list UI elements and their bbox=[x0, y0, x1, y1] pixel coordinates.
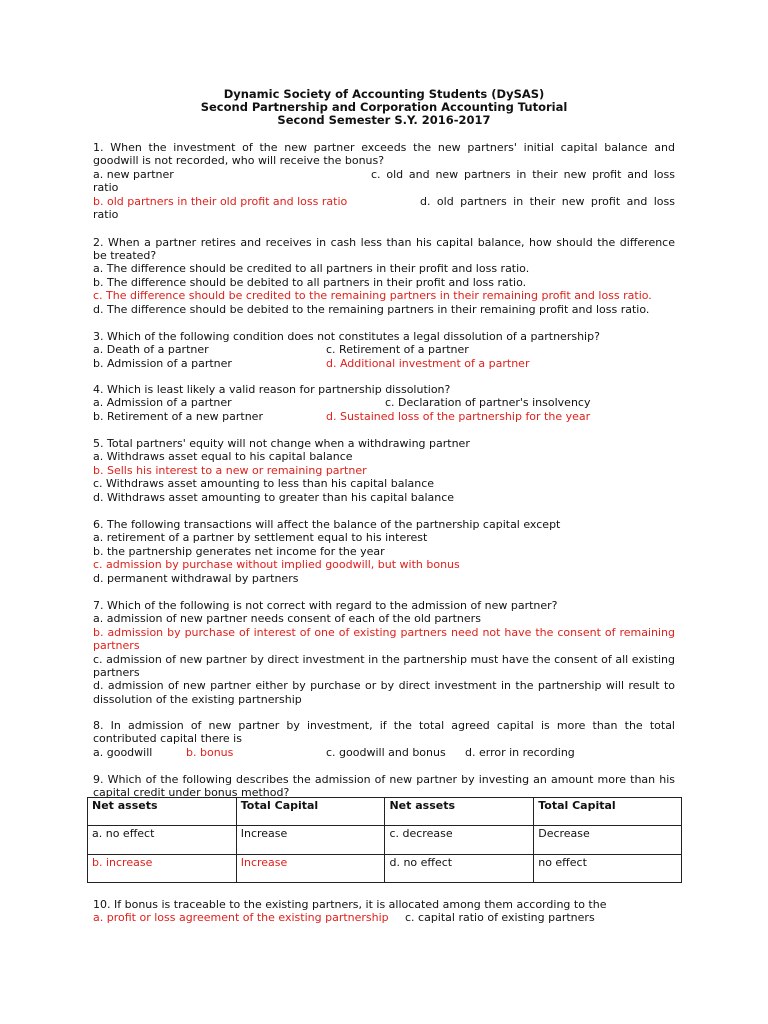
table-header-row bbox=[88, 798, 682, 826]
table-header-cell: Net assets bbox=[88, 798, 237, 826]
choice-a-answer: a. profit or loss agreement of the existing partnership bbox=[93, 911, 389, 924]
choice-c-answer: c. The difference should be credited to the remaining partners in their remaining profit and loss ratio. bbox=[93, 289, 652, 302]
table-cell: Increase bbox=[236, 826, 385, 854]
question-stem: 10. If bonus is traceable to the existing partners, it is allocated among them according to the bbox=[93, 898, 607, 911]
document-subtitle: Second Partnership and Corporation Accounting Tutorial bbox=[200, 100, 568, 114]
choice-d-answer: d. Additional investment of a partner bbox=[326, 357, 530, 370]
choice-d: d. admission of new partner either by purchase or by direct investment in the partnership will result to bbox=[93, 679, 675, 692]
table-cell-answer: Increase bbox=[236, 854, 385, 882]
choice-a: a. The difference should be credited to all partners in their profit and loss ratio. bbox=[93, 262, 530, 275]
table-row bbox=[88, 854, 682, 882]
question-stem: 3. Which of the following condition does not constitutes a legal dissolution of a partnership? bbox=[93, 330, 600, 343]
choice-d-cont: dissolution of the existing partnership bbox=[93, 693, 302, 706]
choice-c-cont: ratio bbox=[93, 181, 119, 194]
question-stem: be treated? bbox=[93, 249, 157, 262]
choice-c: c. Retirement of a partner bbox=[326, 343, 469, 356]
choice-d: d. permanent withdrawal by partners bbox=[93, 572, 299, 585]
choice-b: b. the partnership generates net income for the year bbox=[93, 545, 385, 558]
choice-b: b. Retirement of a new partner bbox=[93, 410, 263, 423]
choice-a: a. Death of a partner bbox=[93, 343, 209, 356]
choice-d-cont: ratio bbox=[93, 208, 119, 221]
choice-a: a. goodwill bbox=[93, 746, 153, 759]
table-cell: no effect bbox=[534, 854, 682, 882]
choice-b: b. Admission of a partner bbox=[93, 357, 232, 370]
choice-b-answer: b. Sells his interest to a new or remaining partner bbox=[93, 464, 367, 477]
choice-c-cont: partners bbox=[93, 666, 140, 679]
question-stem: 1. When the investment of the new partner exceeds the new partners' initial capital balance and bbox=[93, 141, 675, 154]
choice-c: c. admission of new partner by direct investment in the partnership must have the consent of all existing bbox=[93, 653, 675, 666]
question-stem: 8. In admission of new partner by investment, if the total agreed capital is more than the total bbox=[93, 719, 675, 732]
choice-d: d. Withdraws asset amounting to greater than his capital balance bbox=[93, 491, 455, 504]
question-stem: 2. When a partner retires and receives in cash less than his capital balance, how should the difference bbox=[93, 236, 675, 249]
choice-b-answer-cont: partners bbox=[93, 639, 140, 652]
question-stem: capital credit under bonus method? bbox=[93, 786, 290, 799]
table-cell-answer: b. increase bbox=[88, 854, 237, 882]
table-cell: Decrease bbox=[534, 826, 682, 854]
choice-d: d. error in recording bbox=[465, 746, 575, 759]
table-header-cell: Total Capital bbox=[236, 798, 385, 826]
table-row bbox=[88, 826, 682, 854]
document-title: Dynamic Society of Accounting Students (DySAS) bbox=[223, 87, 545, 101]
choice-a: a. Admission of a partner bbox=[93, 396, 232, 409]
choice-c-answer: c. admission by purchase without implied goodwill, but with bonus bbox=[93, 558, 460, 571]
choice-b-answer: b. bonus bbox=[186, 746, 234, 759]
question-stem: 6. The following transactions will affect the balance of the partnership capital except bbox=[93, 518, 561, 531]
question-stem: contributed capital there is bbox=[93, 732, 242, 745]
question-stem: 7. Which of the following is not correct with regard to the admission of new partner? bbox=[93, 599, 558, 612]
choice-c: c. Declaration of partner's insolvency bbox=[385, 396, 591, 409]
choice-a: a. retirement of a partner by settlement equal to his interest bbox=[93, 531, 428, 544]
choice-c: c. capital ratio of existing partners bbox=[405, 911, 595, 924]
document-semester: Second Semester S.Y. 2016-2017 bbox=[277, 113, 491, 127]
choice-c: c. old and new partners in their new profit and loss bbox=[371, 168, 675, 181]
question-stem: goodwill is not recorded, who will receive the bonus? bbox=[93, 154, 385, 167]
answer-table bbox=[87, 797, 682, 883]
choice-d: d. The difference should be debited to the remaining partners in their remaining profit and loss ratio. bbox=[93, 303, 650, 316]
choice-d: d. old partners in their new profit and loss bbox=[420, 195, 675, 208]
table-header-cell: Net assets bbox=[385, 798, 534, 826]
choice-d-answer: d. Sustained loss of the partnership for the year bbox=[326, 410, 591, 423]
table-header-cell: Total Capital bbox=[534, 798, 682, 826]
choice-a: a. Withdraws asset equal to his capital balance bbox=[93, 450, 353, 463]
table-cell: c. decrease bbox=[385, 826, 534, 854]
table-cell: a. no effect bbox=[88, 826, 237, 854]
choice-c: c. Withdraws asset amounting to less than his capital balance bbox=[93, 477, 435, 490]
table-cell: d. no effect bbox=[385, 854, 534, 882]
question-stem: 9. Which of the following describes the admission of new partner by investing an amount more than his bbox=[93, 773, 675, 786]
choice-a: a. new partner bbox=[93, 168, 174, 181]
choice-b-answer: b. admission by purchase of interest of one of existing partners need not have the consent of remaining bbox=[93, 626, 675, 639]
choice-c: c. goodwill and bonus bbox=[326, 746, 446, 759]
choice-b-answer: b. old partners in their old profit and loss ratio bbox=[93, 195, 348, 208]
choice-a: a. admission of new partner needs consent of each of the old partners bbox=[93, 612, 481, 625]
question-stem: 5. Total partners' equity will not change when a withdrawing partner bbox=[93, 437, 470, 450]
question-stem: 4. Which is least likely a valid reason for partnership dissolution? bbox=[93, 383, 451, 396]
choice-b: b. The difference should be debited to all partners in their profit and loss ratio. bbox=[93, 276, 527, 289]
